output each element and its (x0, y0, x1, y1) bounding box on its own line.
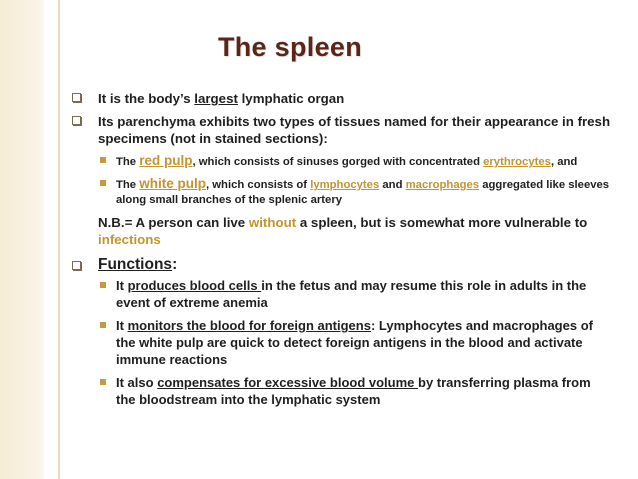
square-bullet-icon (72, 93, 81, 102)
square-dot-icon (100, 322, 106, 328)
sidebar-divider (58, 0, 60, 479)
square-bullet-icon (72, 261, 81, 270)
square-bullet-icon (72, 116, 81, 125)
term-macrophages: macrophages (405, 179, 480, 191)
subbullet-compensates-volume: It also compensates for excessive blood volume by transferring plasma from the bloodstream into the lymphatic system (72, 374, 612, 408)
square-dot-icon (100, 282, 106, 288)
term-erythrocytes: erythrocytes (483, 156, 551, 168)
subbullet-monitors-blood: It monitors the blood for foreign antigens: Lymphocytes and macrophages of the white pulp are quick to detect foreign antigens in the blood and activate immune reactions (72, 317, 612, 368)
slide-title: The spleen (217, 32, 363, 62)
slide-content (72, 90, 612, 414)
subbullet-white-pulp: The white pulp, which consists of lymphocytes and macrophages aggregated like sleeves along small branches of the splenic artery (72, 176, 612, 208)
bullet-functions: Functions: (72, 256, 612, 274)
functions-heading: Functions (98, 256, 173, 273)
nb-note: N.B.= A person can live without a spleen, but is somewhat more vulnerable to infections (98, 215, 588, 247)
square-dot-icon (100, 379, 106, 385)
term-lymphocytes: lymphocytes (310, 179, 380, 191)
term-without: without (248, 215, 297, 230)
underlined-largest: largest (194, 91, 238, 106)
bullet-parenchyma: Its parenchyma exhibits two types of tissues named for their appearance in fresh specimens (not in stained sections): (72, 113, 612, 147)
term-infections: infections (98, 232, 161, 247)
sidebar-decoration (0, 0, 44, 479)
subbullet-produces-blood-cells: It produces blood cells in the fetus and may resume this role in adults in the event of extreme anemia (72, 277, 612, 311)
term-white-pulp: white pulp (139, 176, 206, 191)
bullet-largest-organ: It is the body’s largest lymphatic organ (72, 90, 612, 107)
subbullet-red-pulp: The red pulp, which consists of sinuses gorged with concentrated erythrocytes, and (72, 153, 612, 170)
term-red-pulp: red pulp (139, 153, 193, 168)
square-dot-icon (100, 180, 106, 186)
square-dot-icon (100, 157, 106, 163)
